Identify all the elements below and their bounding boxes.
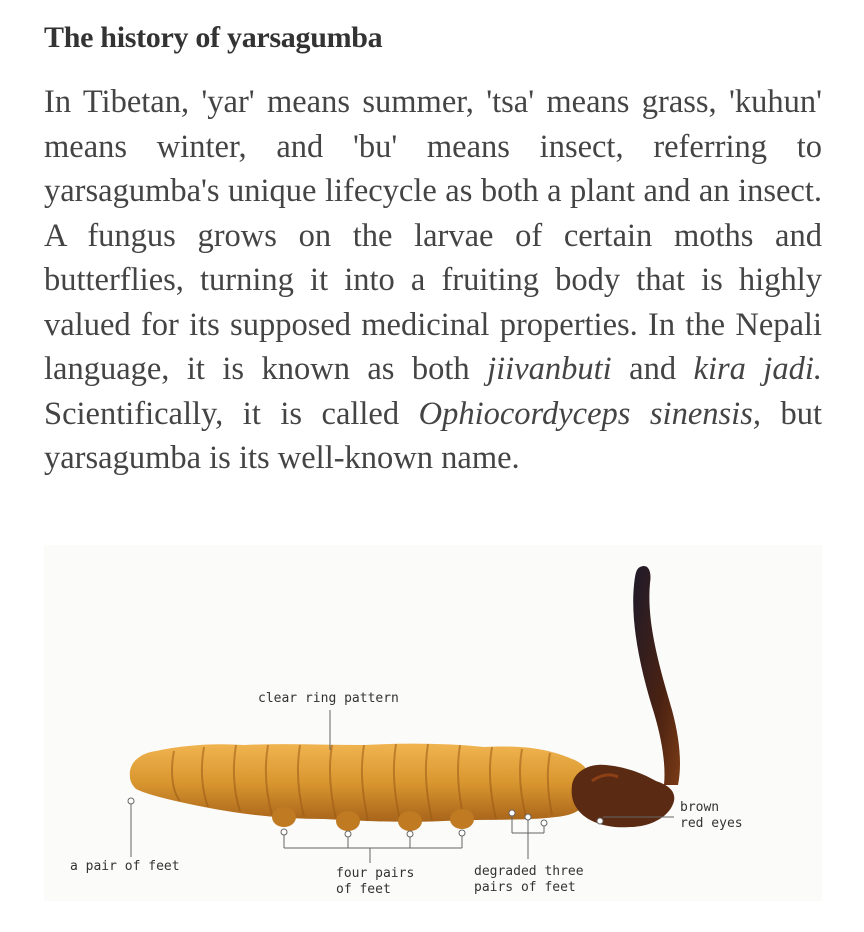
label-clear-ring-pattern: clear ring pattern	[258, 691, 399, 706]
callout-dot-pair-feet	[128, 798, 134, 804]
larva-body	[130, 744, 592, 822]
yarsagumba-illustration	[44, 545, 822, 901]
label-a-pair-of-feet: a pair of feet	[70, 859, 180, 874]
term-kira-jadi: kira jadi.	[693, 351, 822, 387]
fungus-stalk	[633, 566, 680, 785]
term-scientific-name: Ophiocordyceps sinensis,	[418, 395, 761, 432]
paragraph-text-1: In Tibetan, 'yar' means summer, 'tsa' means grass, 'kuhun' means winter, and 'bu' means insect, referring to yarsagumba's unique lifecycle as both a plant and an insect. A fungus grows on the larvae of certain moths and butterflies, turning it into a fruiting body that is highly valued for its supposed medicinal properties. In the Nepali language, it is known as both	[44, 84, 822, 387]
label-four-pairs-line1: four pairs	[336, 866, 415, 881]
callout-dot-eyes	[597, 818, 603, 824]
larva-head	[572, 765, 675, 828]
article-paragraph	[44, 80, 822, 481]
callout-four-pairs	[281, 829, 465, 863]
label-eyes-line1: brown	[680, 800, 720, 815]
label-degraded-line2: pairs of feet	[474, 880, 576, 895]
paragraph-text-3: Scientifically, it is called	[44, 395, 419, 432]
term-jiivanbuti: jiivanbuti	[487, 351, 612, 387]
label-degraded-line1: degraded three	[474, 864, 584, 879]
label-four-pairs-line2: of feet	[336, 882, 391, 897]
paragraph-text-2: and	[611, 351, 694, 387]
paragraph-text-4: but yarsagumba is its well-known name.	[44, 395, 822, 476]
label-eyes-line2: red eyes	[680, 816, 743, 831]
yarsagumba-diagram	[44, 545, 822, 901]
article-title: The history of yarsagumba	[44, 21, 383, 54]
